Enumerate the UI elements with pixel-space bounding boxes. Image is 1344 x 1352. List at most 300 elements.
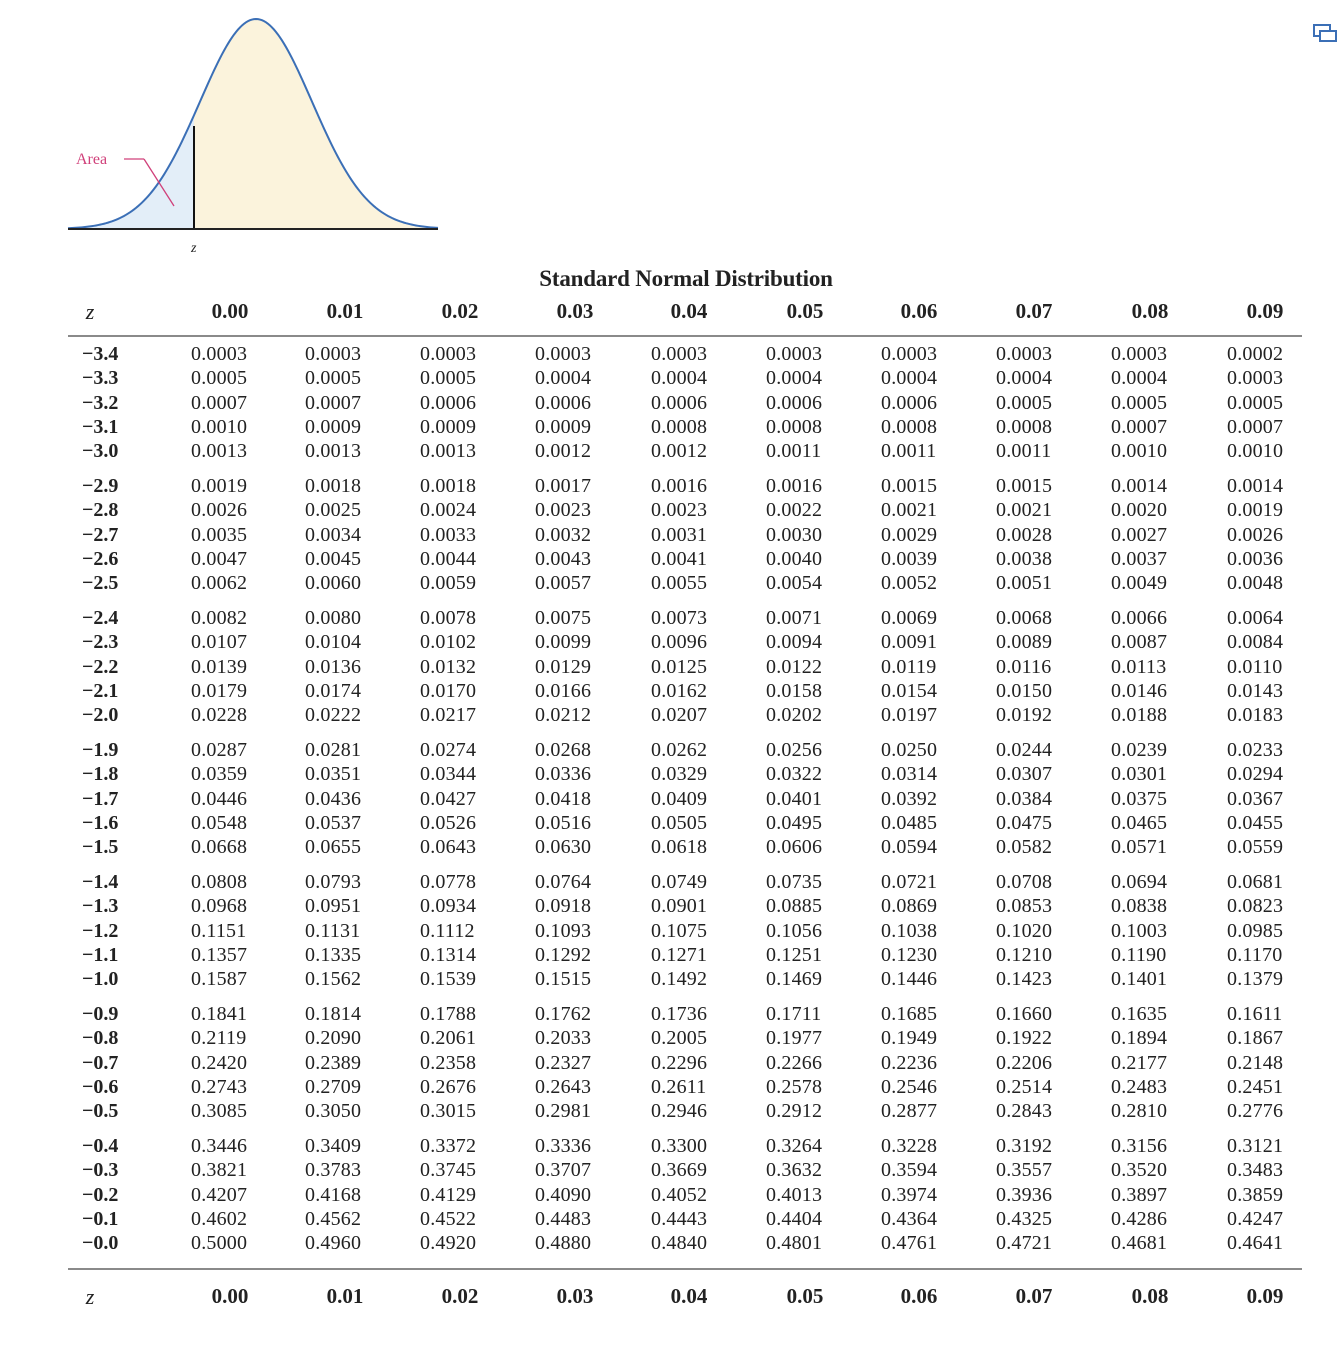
table-cell: 0.2514 [996, 1075, 1053, 1098]
table-cell: 0.0778 [420, 871, 477, 893]
table-cell: 0.2643 [535, 1075, 592, 1098]
table-cell: 0.0045 [305, 547, 362, 570]
table-cell: 0.0146 [1111, 679, 1168, 702]
table-cell: 0.0162 [651, 679, 708, 702]
table-cell: 0.1977 [766, 1027, 823, 1050]
table-cell: 0.0384 [996, 787, 1053, 810]
row-z-value: −2.4 [82, 607, 119, 629]
table-cell: 0.0009 [535, 415, 592, 438]
table-cell: 0.0183 [1227, 704, 1284, 727]
table-cell: 0.1562 [305, 968, 362, 991]
footer-col-6: 0.06 [900, 1284, 938, 1308]
table-cell: 0.0016 [766, 475, 823, 497]
table-cell: 0.0418 [535, 787, 592, 810]
table-cell: 0.0027 [1111, 523, 1168, 546]
table-cell: 0.1788 [420, 1003, 477, 1025]
table-cell: 0.3707 [535, 1159, 592, 1182]
row-z-value: −1.4 [82, 871, 119, 893]
table-cell: 0.0031 [651, 523, 708, 546]
table-cell: 0.1251 [766, 943, 823, 966]
right-area [194, 19, 438, 229]
table-cell: 0.4207 [191, 1183, 248, 1206]
table-cell: 0.0023 [651, 499, 708, 522]
table-cell: 0.0039 [881, 547, 938, 570]
table-cell: 0.0274 [420, 739, 477, 761]
table-cell: 0.3974 [881, 1183, 938, 1206]
table-cell: 0.4920 [420, 1232, 477, 1255]
table-cell: 0.0119 [881, 655, 937, 678]
table-cell: 0.0985 [1227, 919, 1284, 942]
row-z-value: −0.0 [82, 1232, 119, 1255]
table-cell: 0.0107 [191, 631, 248, 654]
table-cell: 0.1112 [420, 919, 475, 942]
table-cell: 0.2420 [191, 1051, 248, 1074]
table-cell: 0.0011 [996, 440, 1052, 463]
table-cell: 0.0239 [1111, 739, 1168, 761]
table-cell: 0.3897 [1111, 1183, 1168, 1206]
table-cell: 0.0038 [996, 547, 1053, 570]
table-cell: 0.3085 [191, 1100, 248, 1123]
header-col-8: 0.08 [1131, 299, 1169, 323]
table-row [0, 812, 1344, 836]
table-cell: 0.5000 [191, 1232, 248, 1255]
table-cell: 0.0367 [1227, 787, 1284, 810]
table-cell: 0.2578 [766, 1075, 823, 1098]
table-title: Standard Normal Distribution [539, 266, 833, 291]
table-cell: 0.0055 [651, 572, 708, 595]
table-cell: 0.2843 [996, 1100, 1053, 1123]
table-cell: 0.2877 [881, 1100, 938, 1123]
popout-icon[interactable] [1312, 22, 1338, 44]
table-cell: 0.0013 [191, 440, 248, 463]
table-cell: 0.0655 [305, 836, 362, 859]
header-col-6: 0.06 [900, 299, 938, 323]
table-cell: 0.0049 [1111, 572, 1168, 595]
table-cell: 0.0078 [420, 607, 477, 629]
table-cell: 0.2061 [420, 1027, 477, 1050]
table-cell: 0.0008 [881, 415, 938, 438]
table-cell: 0.1492 [651, 968, 708, 991]
table-cell: 0.0043 [535, 547, 592, 570]
table-cell: 0.0002 [1227, 343, 1284, 365]
table-cell: 0.0446 [191, 787, 248, 810]
table-row [0, 499, 1344, 523]
table-cell: 0.0526 [420, 811, 477, 834]
row-z-value: −0.8 [82, 1027, 119, 1050]
table-cell: 0.0110 [1227, 655, 1283, 678]
table-cell: 0.0281 [305, 739, 362, 761]
table-cell: 0.0401 [766, 787, 823, 810]
table-row [0, 763, 1344, 787]
footer-z-label: z [85, 1284, 95, 1309]
table-cell: 0.2148 [1227, 1051, 1284, 1074]
table-cell: 0.0013 [305, 440, 362, 463]
table-cell: 0.3050 [305, 1100, 362, 1123]
footer-col-0: 0.00 [211, 1284, 249, 1308]
table-cell: 0.0344 [420, 763, 477, 786]
table-row [0, 1208, 1344, 1232]
table-cell: 0.0004 [535, 367, 592, 390]
table-cell: 0.0571 [1111, 836, 1168, 859]
table-cell: 0.2546 [881, 1075, 938, 1098]
table-cell: 0.0014 [1227, 475, 1284, 497]
row-z-value: −2.9 [82, 475, 119, 497]
normal-curve-svg [60, 10, 450, 260]
table-cell: 0.1357 [191, 943, 248, 966]
table-cell: 0.2810 [1111, 1100, 1168, 1123]
table-cell: 0.0011 [766, 440, 822, 463]
table-cell: 0.0409 [651, 787, 708, 810]
table-cell: 0.0019 [191, 475, 248, 497]
table-cell: 0.1446 [881, 968, 938, 991]
table-cell: 0.0033 [420, 523, 477, 546]
table-cell: 0.0008 [651, 415, 708, 438]
header-col-5: 0.05 [786, 299, 824, 323]
table-cell: 0.2266 [766, 1051, 823, 1074]
footer-row [0, 1280, 1344, 1314]
footer-col-1: 0.01 [326, 1284, 364, 1308]
table-cell: 0.0032 [535, 523, 592, 546]
table-cell: 0.0475 [996, 811, 1053, 834]
footer-col-8: 0.08 [1131, 1284, 1169, 1308]
table-cell: 0.3121 [1227, 1135, 1284, 1157]
row-z-value: −3.2 [82, 391, 119, 414]
table-cell: 0.1660 [996, 1003, 1053, 1025]
table-cell: 0.0007 [191, 391, 248, 414]
table-row [0, 631, 1344, 655]
table-cell: 0.3228 [881, 1135, 938, 1157]
table-cell: 0.3594 [881, 1159, 938, 1182]
table-cell: 0.4443 [651, 1207, 708, 1230]
table-cell: 0.4880 [535, 1232, 592, 1255]
table-cell: 0.0375 [1111, 787, 1168, 810]
table-cell: 0.0262 [651, 739, 708, 761]
table-cell: 0.0294 [1227, 763, 1284, 786]
table-row [0, 343, 1344, 367]
table-cell: 0.0005 [996, 391, 1053, 414]
header-col-2: 0.02 [441, 299, 479, 323]
table-cell: 0.4562 [305, 1207, 362, 1230]
table-cell: 0.1949 [881, 1027, 938, 1050]
table-row [0, 895, 1344, 919]
table-cell: 0.0174 [305, 679, 362, 702]
row-group [0, 871, 1344, 992]
table-cell: 0.0188 [1111, 704, 1168, 727]
header-z-label: z [85, 299, 95, 324]
row-z-value: −3.4 [82, 343, 119, 365]
table-cell: 0.1151 [191, 919, 247, 942]
row-z-value: −2.6 [82, 547, 119, 570]
table-cell: 0.0918 [535, 895, 592, 918]
footer-col-3: 0.03 [556, 1284, 594, 1308]
row-z-value: −2.8 [82, 499, 119, 522]
footer-col-9: 0.09 [1246, 1284, 1284, 1308]
table-cell: 0.2005 [651, 1027, 708, 1050]
table-cell: 0.0618 [651, 836, 708, 859]
table-cell: 0.0068 [996, 607, 1053, 629]
table-cell: 0.0192 [996, 704, 1053, 727]
table-cell: 0.0004 [766, 367, 823, 390]
table-cell: 0.0099 [535, 631, 592, 654]
table-cell: 0.2090 [305, 1027, 362, 1050]
table-row [0, 836, 1344, 860]
table-row [0, 1027, 1344, 1051]
table-cell: 0.0005 [1227, 391, 1284, 414]
table-cell: 0.3192 [996, 1135, 1053, 1157]
table-cell: 0.4721 [996, 1232, 1053, 1255]
table-row [0, 367, 1344, 391]
table-cell: 0.0004 [881, 367, 938, 390]
table-row [0, 1100, 1344, 1124]
table-cell: 0.0007 [1111, 415, 1168, 438]
table-cell: 0.0028 [996, 523, 1053, 546]
table-cell: 0.1685 [881, 1003, 938, 1025]
table-cell: 0.0013 [420, 440, 477, 463]
footer-col-5: 0.05 [786, 1284, 824, 1308]
table-cell: 0.0025 [305, 499, 362, 522]
table-row [0, 656, 1344, 680]
row-z-value: −1.6 [82, 811, 119, 834]
row-group [0, 607, 1344, 728]
table-cell: 0.3557 [996, 1159, 1053, 1182]
table-cell: 0.1814 [305, 1003, 362, 1025]
table-row [0, 1232, 1344, 1256]
table-row [0, 548, 1344, 572]
table-cell: 0.1587 [191, 968, 248, 991]
table-cell: 0.3446 [191, 1135, 248, 1157]
table-cell: 0.4602 [191, 1207, 248, 1230]
table-cell: 0.0040 [766, 547, 823, 570]
table-cell: 0.0735 [766, 871, 823, 893]
table-cell: 0.0008 [766, 415, 823, 438]
row-group [0, 343, 1344, 464]
header-col-1: 0.01 [326, 299, 364, 323]
table-cell: 0.0005 [1111, 391, 1168, 414]
row-group [0, 739, 1344, 860]
table-cell: 0.0019 [1227, 499, 1284, 522]
table-cell: 0.0003 [651, 343, 708, 365]
table-row [0, 788, 1344, 812]
table-cell: 0.0207 [651, 704, 708, 727]
table-cell: 0.0139 [191, 655, 248, 678]
table-cell: 0.0104 [305, 631, 362, 654]
table-cell: 0.0314 [881, 763, 938, 786]
table-cell: 0.0069 [881, 607, 938, 629]
table-cell: 0.0749 [651, 871, 708, 893]
table-cell: 0.2676 [420, 1075, 477, 1098]
table-row [0, 1135, 1344, 1159]
table-row [0, 524, 1344, 548]
table-cell: 0.0051 [996, 572, 1053, 595]
table-cell: 0.1762 [535, 1003, 592, 1025]
table-cell: 0.4641 [1227, 1232, 1284, 1255]
table-cell: 0.0808 [191, 871, 248, 893]
table-cell: 0.0052 [881, 572, 938, 595]
table-cell: 0.2206 [996, 1051, 1053, 1074]
table-cell: 0.0853 [996, 895, 1053, 918]
table-cell: 0.3264 [766, 1135, 823, 1157]
row-z-value: −1.5 [82, 836, 119, 859]
table-cell: 0.0869 [881, 895, 938, 918]
table-cell: 0.1379 [1227, 968, 1284, 991]
table-cell: 0.0006 [881, 391, 938, 414]
table-cell: 0.0003 [305, 343, 362, 365]
table-cell: 0.3936 [996, 1183, 1053, 1206]
table-cell: 0.1711 [766, 1003, 822, 1025]
table-cell: 0.0721 [881, 871, 938, 893]
table-cell: 0.0003 [766, 343, 823, 365]
row-z-value: −2.1 [82, 679, 119, 702]
table-cell: 0.0336 [535, 763, 592, 786]
table-cell: 0.0351 [305, 763, 362, 786]
table-row [0, 1184, 1344, 1208]
row-z-value: −0.6 [82, 1075, 119, 1098]
table-cell: 0.0594 [881, 836, 938, 859]
table-cell: 0.2236 [881, 1051, 938, 1074]
header-row [0, 295, 1344, 329]
table-cell: 0.0018 [305, 475, 362, 497]
row-z-value: −0.7 [82, 1051, 119, 1074]
table-cell: 0.0080 [305, 607, 362, 629]
table-cell: 0.0143 [1227, 679, 1284, 702]
table-cell: 0.4013 [766, 1183, 823, 1206]
table-cell: 0.0005 [420, 367, 477, 390]
row-z-value: −1.3 [82, 895, 119, 918]
table-cell: 0.3745 [420, 1159, 477, 1182]
table-cell: 0.0630 [535, 836, 592, 859]
table-row [0, 1159, 1344, 1183]
table-cell: 0.0022 [766, 499, 823, 522]
normal-curve-figure [60, 10, 450, 260]
footer-col-2: 0.02 [441, 1284, 479, 1308]
table-cell: 0.0036 [1227, 547, 1284, 570]
table-cell: 0.0154 [881, 679, 938, 702]
table-row [0, 680, 1344, 704]
table-row [0, 704, 1344, 728]
table-cell: 0.0885 [766, 895, 823, 918]
table-cell: 0.0026 [191, 499, 248, 522]
table-cell: 0.3483 [1227, 1159, 1284, 1182]
table-cell: 0.0011 [881, 440, 937, 463]
table-cell: 0.2709 [305, 1075, 362, 1098]
table-cell: 0.0681 [1227, 871, 1284, 893]
table-cell: 0.0041 [651, 547, 708, 570]
table-cell: 0.0029 [881, 523, 938, 546]
table-cell: 0.4052 [651, 1183, 708, 1206]
table-cell: 0.0008 [996, 415, 1053, 438]
table-cell: 0.1292 [535, 943, 592, 966]
table-cell: 0.1093 [535, 919, 592, 942]
table-cell: 0.3783 [305, 1159, 362, 1182]
row-z-value: −0.1 [82, 1207, 119, 1230]
table-cell: 0.0075 [535, 607, 592, 629]
table-cell: 0.0322 [766, 763, 823, 786]
table-cell: 0.0059 [420, 572, 477, 595]
table-cell: 0.0951 [305, 895, 362, 918]
figure-z-label: z [191, 241, 197, 256]
table-cell: 0.0048 [1227, 572, 1284, 595]
footer-col-7: 0.07 [1015, 1284, 1053, 1308]
table-cell: 0.0102 [420, 631, 477, 654]
table-cell: 0.0062 [191, 572, 248, 595]
row-z-value: −0.2 [82, 1183, 119, 1206]
table-cell: 0.0082 [191, 607, 248, 629]
table-cell: 0.0071 [766, 607, 823, 629]
header-col-7: 0.07 [1015, 299, 1053, 323]
table-cell: 0.1611 [1227, 1003, 1283, 1025]
table-cell: 0.0136 [305, 655, 362, 678]
table-cell: 0.0116 [996, 655, 1052, 678]
row-z-value: −2.0 [82, 704, 119, 727]
header-col-0: 0.00 [211, 299, 249, 323]
table-cell: 0.1020 [996, 919, 1053, 942]
table-cell: 0.4247 [1227, 1207, 1284, 1230]
table-cell: 0.0064 [1227, 607, 1284, 629]
table-cell: 0.0244 [996, 739, 1053, 761]
table-cell: 0.0037 [1111, 547, 1168, 570]
table-cell: 0.1314 [420, 943, 477, 966]
table-cell: 0.0023 [535, 499, 592, 522]
table-cell: 0.0158 [766, 679, 823, 702]
table-cell: 0.0016 [651, 475, 708, 497]
table-cell: 0.2033 [535, 1027, 592, 1050]
table-cell: 0.0084 [1227, 631, 1284, 654]
table-cell: 0.0044 [420, 547, 477, 570]
table-cell: 0.0017 [535, 475, 592, 497]
table-cell: 0.1210 [996, 943, 1053, 966]
table-cell: 0.0268 [535, 739, 592, 761]
table-cell: 0.2119 [191, 1027, 247, 1050]
row-z-value: −1.7 [82, 787, 119, 810]
table-cell: 0.1469 [766, 968, 823, 991]
table-cell: 0.1190 [1111, 943, 1167, 966]
header-rule [68, 335, 1302, 337]
table-cell: 0.0329 [651, 763, 708, 786]
table-cell: 0.1038 [881, 919, 938, 942]
table-row [0, 1052, 1344, 1076]
table-cell: 0.0009 [420, 415, 477, 438]
table-cell: 0.0004 [1111, 367, 1168, 390]
table-cell: 0.0359 [191, 763, 248, 786]
table-cell: 0.0934 [420, 895, 477, 918]
table-cell: 0.4090 [535, 1183, 592, 1206]
table-cell: 0.0003 [1227, 367, 1284, 390]
table-cell: 0.4681 [1111, 1232, 1168, 1255]
table-cell: 0.0003 [996, 343, 1053, 365]
table-cell: 0.4960 [305, 1232, 362, 1255]
row-z-value: −0.4 [82, 1135, 119, 1157]
table-cell: 0.1867 [1227, 1027, 1284, 1050]
table-cell: 0.1736 [651, 1003, 708, 1025]
table-cell: 0.0060 [305, 572, 362, 595]
row-z-value: −2.2 [82, 655, 119, 678]
table-cell: 0.1423 [996, 968, 1053, 991]
table-cell: 0.0436 [305, 787, 362, 810]
table-cell: 0.0015 [996, 475, 1053, 497]
table-cell: 0.4325 [996, 1207, 1053, 1230]
table-cell: 0.3669 [651, 1159, 708, 1182]
table-cell: 0.0003 [191, 343, 248, 365]
table-cell: 0.3372 [420, 1135, 477, 1157]
table-cell: 0.2358 [420, 1051, 477, 1074]
table-cell: 0.0006 [651, 391, 708, 414]
table-row [0, 1003, 1344, 1027]
table-cell: 0.0026 [1227, 523, 1284, 546]
table-cell: 0.0073 [651, 607, 708, 629]
table-row [0, 440, 1344, 464]
row-z-value: −1.9 [82, 739, 119, 761]
table-cell: 0.0066 [1111, 607, 1168, 629]
